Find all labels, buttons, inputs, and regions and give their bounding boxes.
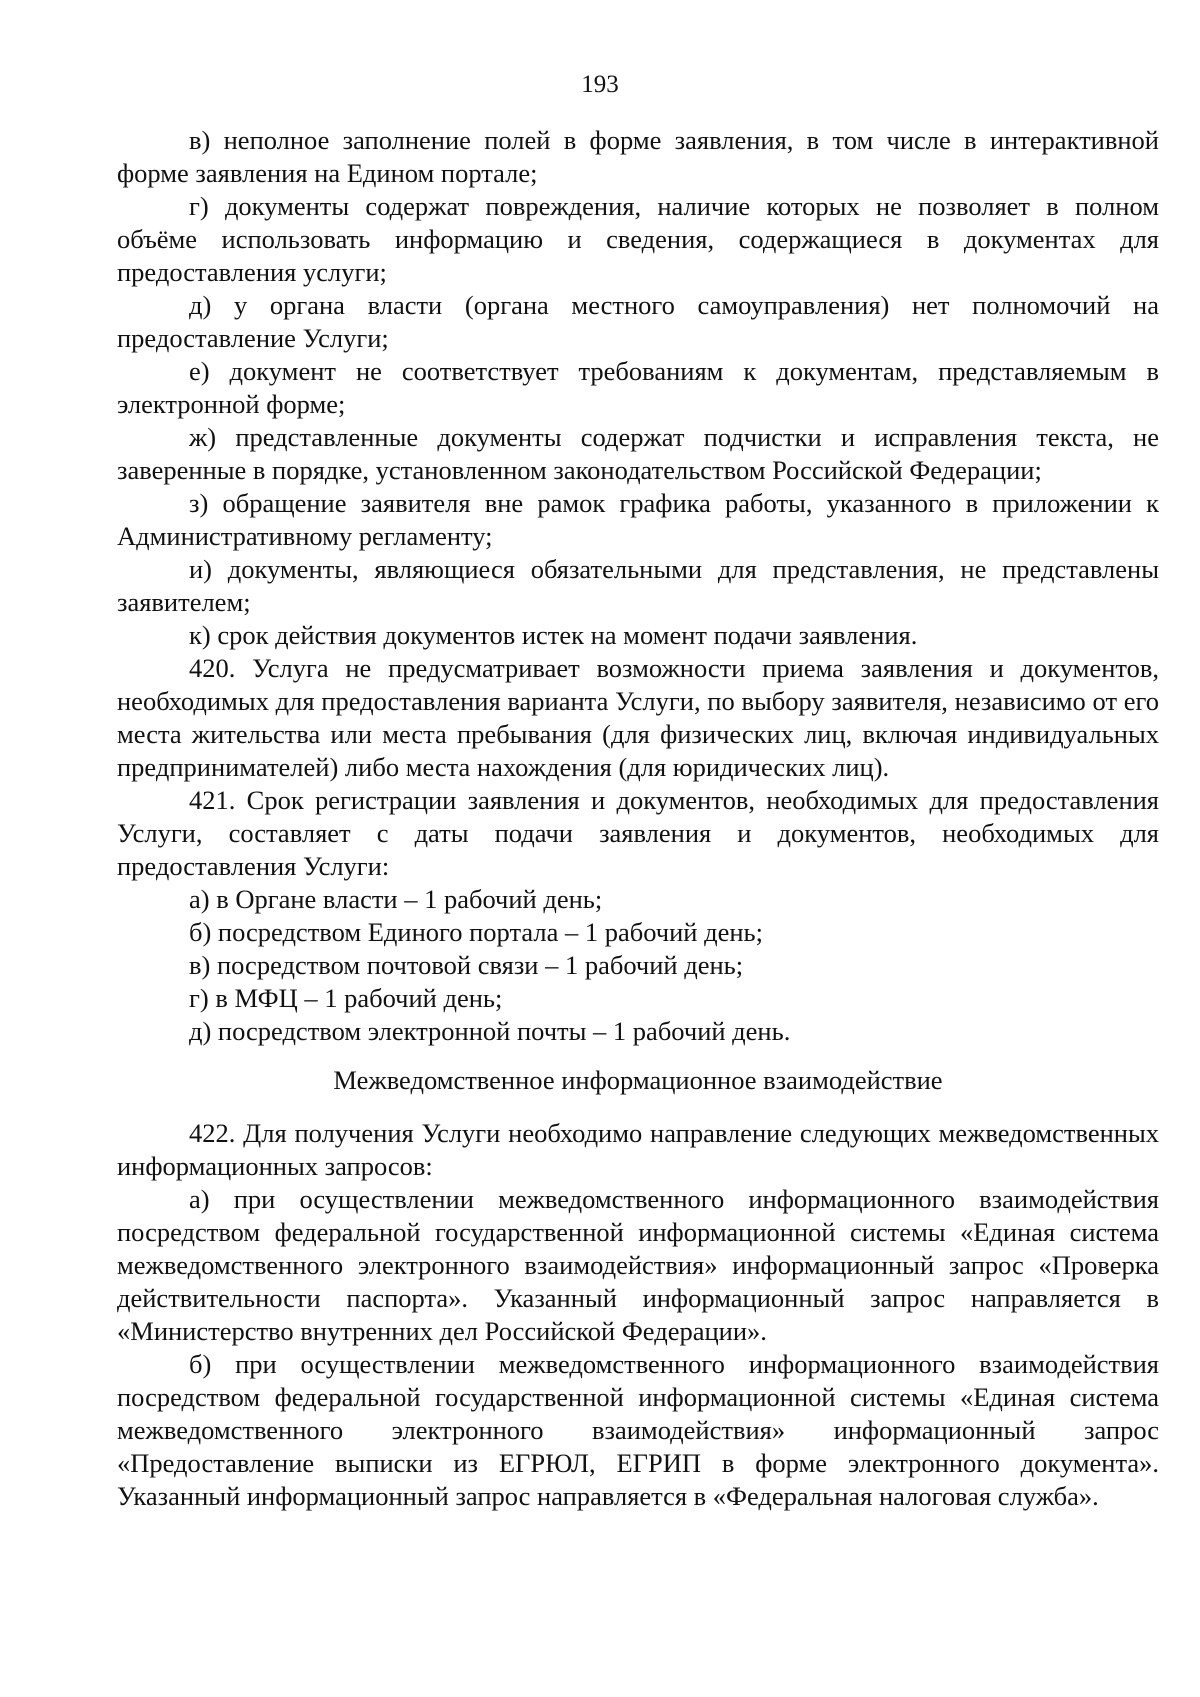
paragraph-421-d: д) посредством электронной почты – 1 рабочий день. xyxy=(189,1016,791,1046)
paragraph-item-i: и) документы, являющиеся обязательными для представления, не представлены заявителем; xyxy=(117,554,1159,617)
document-body xyxy=(117,124,1159,1513)
paragraph-422: 422. Для получения Услуги необходимо направление следующих межведомственных информационных запросов: xyxy=(117,1118,1159,1181)
paragraph-421: 421. Срок регистрации заявления и документов, необходимых для предоставления Услуги, составляет с даты подачи заявления и документов, необходимых для предоставления Услуги: xyxy=(117,785,1159,881)
paragraph-421-v: в) посредством почтовой связи – 1 рабочий день; xyxy=(189,950,744,980)
paragraph-item-zh: ж) представленные документы содержат подчистки и исправления текста, не заверенные в порядке, установленном законодательством Российской Федерации; xyxy=(117,422,1159,485)
paragraph-421-g: г) в МФЦ – 1 рабочий день; xyxy=(189,983,503,1013)
paragraph-420: 420. Услуга не предусматривает возможности приема заявления и документов, необходимых для предоставления варианта Услуги, по выбору заявителя, независимо от его места жительства или места пребывания (для физических лиц, включая индивидуальных предпринимателей) либо места нахождения (для юридических лиц). xyxy=(117,653,1159,782)
paragraph-item-d: д) у органа власти (органа местного самоуправления) нет полномочий на предоставление Услуги; xyxy=(117,290,1159,353)
paragraph-422-a: а) при осуществлении межведомственного информационного взаимодействия посредством федеральной государственной информационной системы «Единая система межведомственного электронного взаимодействия» информационный запрос «Проверка действительности паспорта». Указанный информационный запрос направляется в «Министерство внутренних дел Российской Федерации». xyxy=(117,1184,1159,1346)
paragraph-422-b: б) при осуществлении межведомственного информационного взаимодействия посредством федеральной государственной информационной системы «Единая система межведомственного электронного взаимодействия» информационный запрос «Предоставление выписки из ЕГРЮЛ, ЕГРИП в форме электронного документа». Указанный информационный запрос направляется в «Федеральная налоговая служба». xyxy=(117,1349,1159,1511)
paragraph-421-a: а) в Органе власти – 1 рабочий день; xyxy=(189,884,603,914)
section-heading: Межведомственное информационное взаимодействие xyxy=(333,1065,943,1095)
paragraph-item-v: в) неполное заполнение полей в форме заявления, в том числе в интерактивной форме заявления на Едином портале; xyxy=(117,125,1159,188)
paragraph-item-z: з) обращение заявителя вне рамок графика работы, указанного в приложении к Административному регламенту; xyxy=(117,488,1159,551)
paragraph-item-e: е) документ не соответствует требованиям к документам, представляемым в электронной форме; xyxy=(117,356,1159,419)
paragraph-421-b: б) посредством Единого портала – 1 рабочий день; xyxy=(189,917,763,947)
paragraph-item-g: г) документы содержат повреждения, наличие которых не позволяет в полном объёме использовать информацию и сведения, содержащиеся в документах для предоставления услуги; xyxy=(117,191,1159,287)
page-number: 193 xyxy=(581,71,619,98)
paragraph-item-k: к) срок действия документов истек на момент подачи заявления. xyxy=(189,620,918,650)
